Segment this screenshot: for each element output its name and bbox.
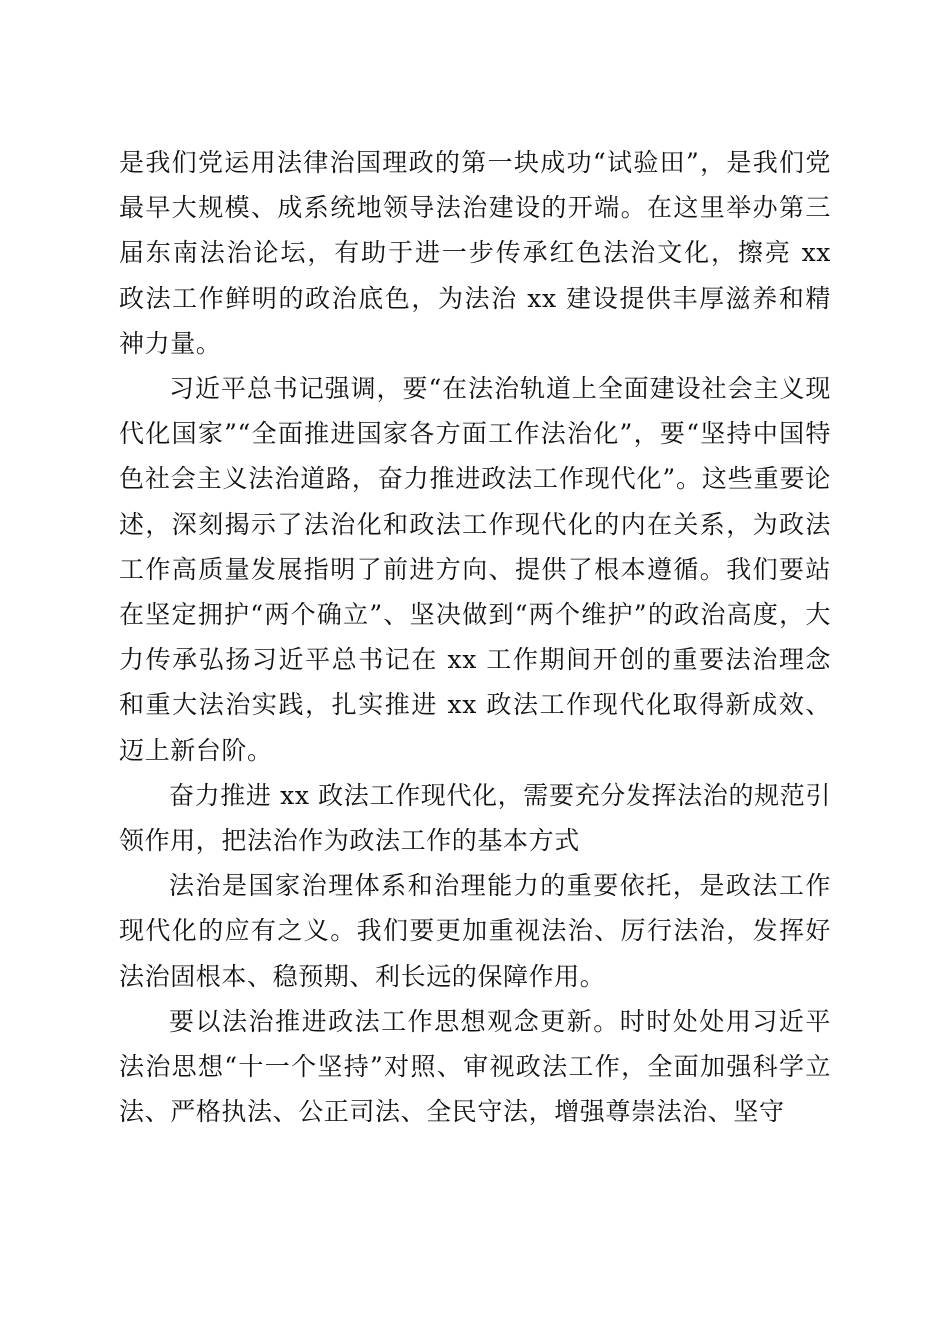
section-heading-paragraph: 奋力推进 xx 政法工作现代化，需要充分发挥法治的规范引领作用，把法治作为政法工作的基本方式 [119, 780, 831, 856]
paragraph: 法治是国家治理体系和治理能力的重要依托，是政法工作现代化的应有之义。我们要更加重视法治、厉行法治，发挥好法治固根本、稳预期、利长远的保障作用。 [119, 871, 831, 991]
paragraph: 习近平总书记强调，要“在法治轨道上全面建设社会主义现代化国家”“全面推进国家各方面工作法治化”，要“坚持中国特色社会主义法治道路，奋力推进政法工作现代化”。这些重要论述，深刻揭示了法治化和政法工作现代化的内在关系，为政法工作高质量发展指明了前进方向、提供了根本遵循。我们要站在坚定拥护“两个确立”、坚决做到“两个维护”的政治高度，大力传承弘扬习近平总书记在 xx 工作期间开创的重要法治理念和重大法治实践，扎实推进 xx 政法工作现代化取得新成效、迈上新台阶。 [119, 374, 831, 765]
paragraph: 要以法治推进政法工作思想观念更新。时时处处用习近平法治思想“十一个坚持”对照、审视政法工作，全面加强科学立法、严格执法、公正司法、全民守法，增强尊崇法治、坚守 [119, 1006, 831, 1127]
paragraph-continued: 是我们党运用法律治国理政的第一块成功“试验田”，是我们党最早大规模、成系统地领导法治建设的开端。在这里举办第三届东南法治论坛，有助于进一步传承红色法治文化，擦亮 xx 政法工作鲜明的政治底色，为法治 xx 建设提供丰厚滋养和精神力量。 [119, 148, 831, 358]
document-body [119, 140, 831, 1134]
